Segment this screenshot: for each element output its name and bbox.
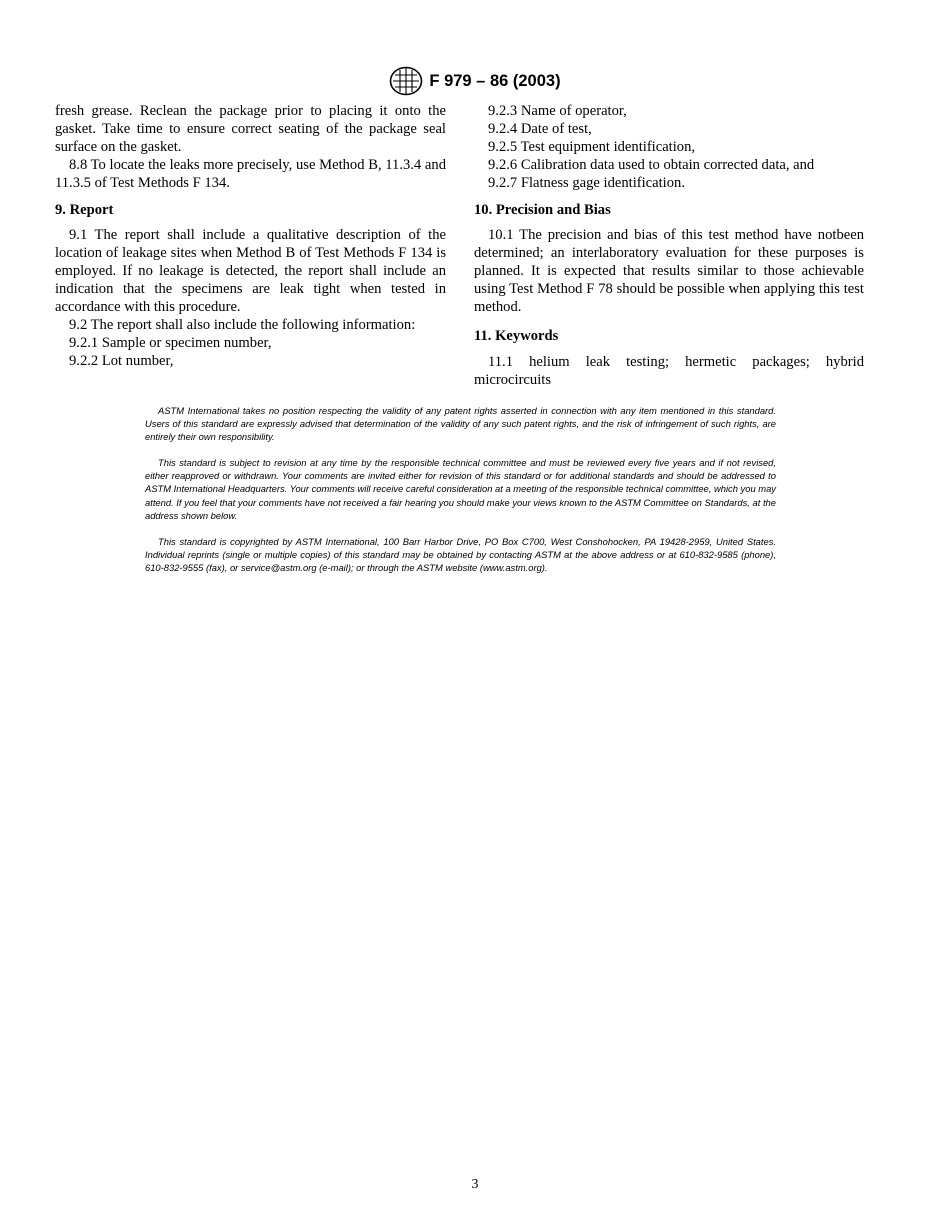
page-header <box>0 66 950 96</box>
paragraph-9-2: 9.2 The report shall also include the following information: <box>69 316 416 333</box>
section-11-heading: 11. Keywords <box>474 327 559 344</box>
list-item: 9.2.1 Sample or specimen number, <box>69 334 272 351</box>
list-item: 9.2.7 Flatness gage identification. <box>488 174 685 191</box>
list-item: 9.2.6 Calibration data used to obtain corrected data, and <box>488 156 815 173</box>
section-9-heading: 9. Report <box>55 201 114 218</box>
copyright-notice: This standard is copyrighted by ASTM International, 100 Barr Harbor Drive, PO Box C700, West Conshohocken, PA 19428-2959, United States. Individual reprints (single or multiple copies) of this standard may be obtained by contacting ASTM at the above address or at 610-832-9585 (phone), 610-832-9555 (fax), or service@astm.org (e-mail); or through the ASTM website (www.astm.org). <box>145 535 776 573</box>
astm-logo-icon <box>389 66 423 96</box>
continued-paragraph: fresh grease. Reclean the package prior to placing it onto the gasket. Take time to ensure correct seating of the package seal surface on the gasket. <box>55 103 446 155</box>
paragraph-11-1: 11.1 helium leak testing; hermetic packages; hybrid microcircuits <box>474 353 864 388</box>
list-item: 9.2.3 Name of operator, <box>488 103 627 119</box>
revision-notice: This standard is subject to revision at any time by the responsible technical committee and must be reviewed every five years and if not revised, either reapproved or withdrawn. Your comments are invited either for revision of this standard or for additional standards and should be addressed to ASTM International Headquarters. Your comments will receive careful consideration at a meeting of the responsible technical committee, which you may attend. If you feel that your comments have not received a fair hearing you should make your views known to the ASTM Committee on Standards, at the address shown below. <box>145 457 776 521</box>
paragraph-8-8: 8.8 To locate the leaks more precisely, use Method B, 11.3.4 and 11.3.5 of Test Methods F 134. <box>55 156 446 191</box>
section-10-heading: 10. Precision and Bias <box>474 201 611 218</box>
right-column <box>474 103 864 390</box>
astm-notices <box>145 404 776 587</box>
page-number: 3 <box>471 1177 479 1192</box>
paragraph-10-1: 10.1 The precision and bias of this test method have notbeen determined; an interlaboratory evaluation for these purposes is planned. It is expected that results similar to those achievable using Test Method F 78 should be possible when applying this test method. <box>474 227 864 316</box>
left-column <box>55 103 446 371</box>
list-item: 9.2.5 Test equipment identification, <box>488 138 696 155</box>
standard-designation: F 979 – 86 (2003) <box>429 71 561 90</box>
paragraph-9-1: 9.1 The report shall include a qualitative description of the location of leakage sites when Method B of Test Methods F 134 is employed. If no leakage is detected, the report shall include an indication that the specimens are leak tight when tested in accordance with this procedure. <box>55 227 446 316</box>
patent-notice: ASTM International takes no position respecting the validity of any patent rights asserted in connection with any item mentioned in this standard. Users of this standard are expressly advised that determination of the validity of any such patent rights, and the risk of infringement of such rights, are entirely their own responsibility. <box>145 405 776 443</box>
list-item: 9.2.4 Date of test, <box>488 120 592 137</box>
list-item: 9.2.2 Lot number, <box>69 352 174 369</box>
